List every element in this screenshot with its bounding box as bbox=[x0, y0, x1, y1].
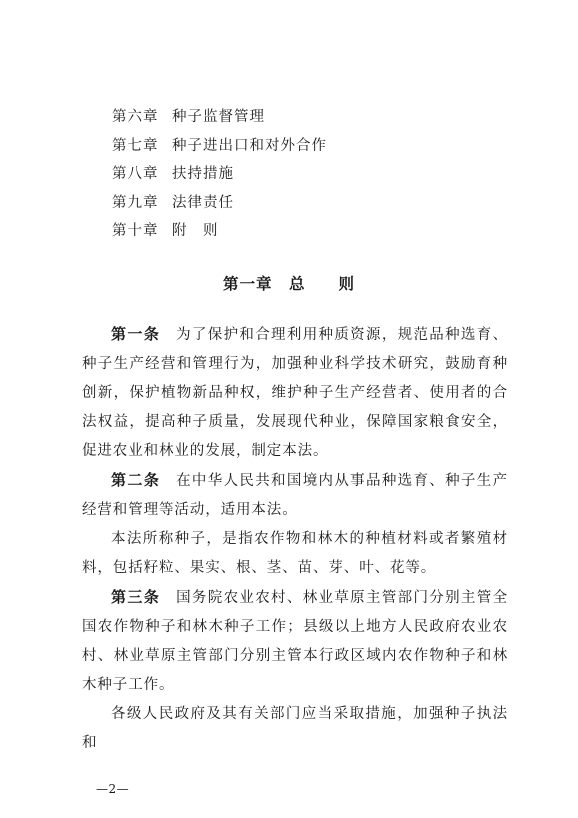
toc-item bbox=[112, 103, 512, 132]
toc-chapter-title: 扶持措施 bbox=[172, 166, 234, 182]
toc-chapter-title: 附 则 bbox=[172, 223, 219, 239]
article-label: 第三条 bbox=[111, 588, 161, 606]
article-paragraph bbox=[82, 320, 508, 466]
toc-item bbox=[112, 132, 512, 161]
toc-chapter-title: 种子监督管理 bbox=[172, 109, 265, 125]
article-text: 本法所称种子，是指农作物和林木的种植材料或者繁殖材料，包括籽粒、果实、根、茎、苗、芽、叶、花等。 bbox=[82, 531, 508, 576]
toc-item bbox=[112, 189, 512, 218]
article-text: 为了保护和合理利用种质资源，规范品种选育、种子生产经营和管理行为，加强种业科学技术研究，鼓励育种创新，保护植物新品种权，维护种子生产经营者、使用者的合法权益，提高种子质量，发展现代种业，保障国家粮食安全，促进农业和林业的发展，制定本法。 bbox=[82, 327, 508, 459]
toc-chapter-number: 第六章 bbox=[112, 109, 159, 125]
toc-chapter-title: 种子进出口和对外合作 bbox=[172, 137, 327, 154]
article-text: 在中华人民共和国境内从事品种选育、种子生产经营和管理等活动，适用本法。 bbox=[82, 473, 508, 518]
article-paragraph bbox=[82, 525, 508, 583]
toc-chapter-number: 第八章 bbox=[112, 166, 159, 182]
toc-chapter-number: 第九章 bbox=[112, 194, 159, 211]
article-paragraph bbox=[82, 700, 508, 758]
page-number: —2— bbox=[96, 782, 130, 796]
toc-item bbox=[112, 217, 512, 246]
article-paragraph bbox=[82, 583, 508, 700]
toc-item bbox=[112, 160, 512, 189]
toc-chapter-number: 第七章 bbox=[112, 137, 159, 154]
article-text: 国务院农业农村、林业草原主管部门分别主管全国农作物种子和林木种子工作；县级以上地方人民政府农业农村、林业草原主管部门分别主管本行政区域内农作物种子和林木种子工作。 bbox=[82, 590, 508, 693]
chapter-heading: 第一章 总 则 bbox=[222, 275, 355, 293]
article-paragraph bbox=[82, 466, 508, 525]
article-label: 第一条 bbox=[111, 325, 161, 343]
article-text: 各级人民政府及其有关部门应当采取措施，加强种子执法和 bbox=[82, 706, 508, 751]
document-body bbox=[82, 320, 508, 758]
toc-chapter-title: 法律责任 bbox=[172, 194, 234, 211]
table-of-contents bbox=[112, 103, 512, 246]
toc-chapter-number: 第十章 bbox=[112, 223, 159, 239]
article-label: 第二条 bbox=[111, 471, 161, 489]
